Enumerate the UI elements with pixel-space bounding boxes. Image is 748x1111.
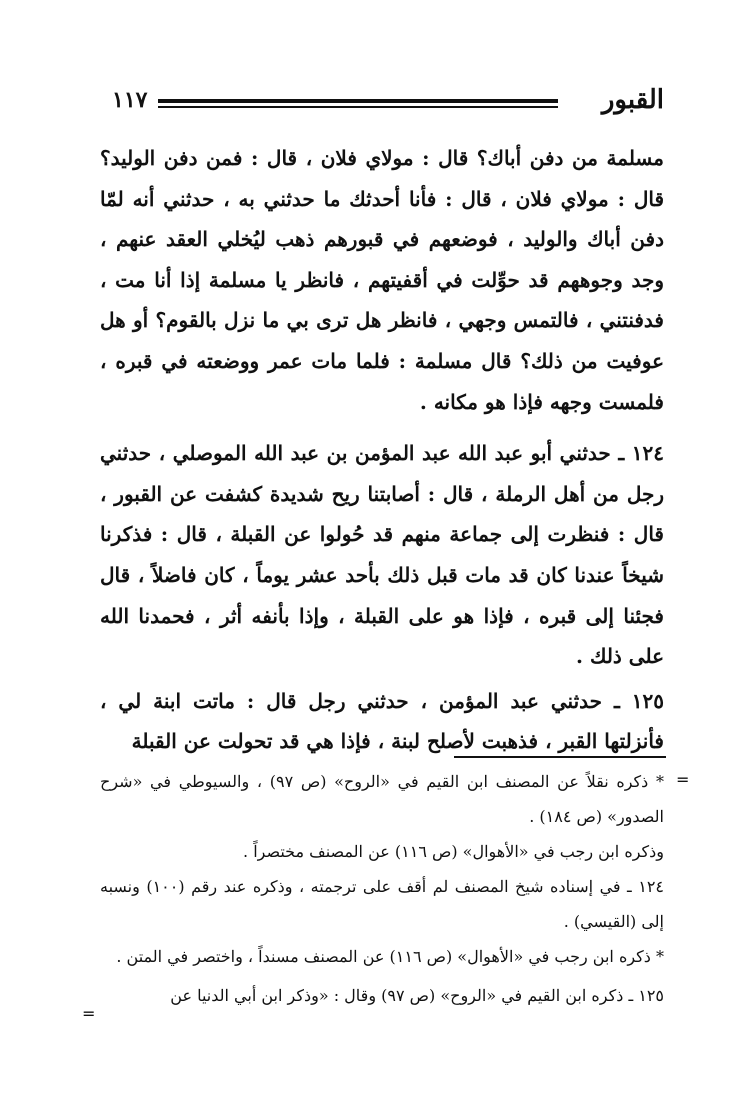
- footnote-item: * ذكره ابن رجب في «الأهوال» (ص ١١٦) عن المصنف مسنداً ، واختصر في المتن .: [116, 947, 664, 966]
- footnotes: [100, 764, 664, 1013]
- running-title: القبور: [601, 85, 664, 115]
- paragraph-123-continued: مسلمة من دفن أباك؟ قال : مولاي فلان ، قال : فمن دفن الوليد؟ قال : مولاي فلان ، قال : فأنا أحدثك ما حدثني به ، حدثني أنه لمّا دفن أباك والوليد ، فوضعهم في قبورهم ذهب ليُخلي العقد عنهم ، وجد وجوههم قد حوِّلت في أقفيتهم ، فانظر يا مسلمة إذا أنا مت ، فدفنتني ، فالتمس وجهي ، فانظر هل ترى بي ما نزل بالقوم؟ أو هل عوفيت من ذلك؟ قال مسلمة : فلما مات عمر ووضعته في قبره ، فلمست وجهه فإذا هو مكانه .: [100, 146, 664, 414]
- footnote-item: * ذكره نقلاً عن المصنف ابن القيم في «الروح» (ص ٩٧) ، والسيوطي في «شرح الصدور» (ص ١٨٤) .: [100, 772, 664, 826]
- page-header: [112, 80, 664, 120]
- main-text: [100, 138, 664, 762]
- page-number: ١١٧: [112, 87, 148, 113]
- footnote-item: ١٢٤ ـ في إسناده شيخ المصنف لم أقف على ترجمته ، وذكره عند رقم (١٠٠) ونسبه إلى (القيسي) .: [100, 877, 665, 931]
- header-rule-thin: [158, 106, 558, 108]
- continuation-mark-top: =: [676, 770, 690, 789]
- paragraph-125: ١٢٥ ـ حدثني عبد المؤمن ، حدثني رجل قال : ماتت ابنة لي ، فأنزلتها القبر ، فذهبت لأصلح لبنة ، فإذا هي قد تحولت عن القبلة: [100, 688, 664, 754]
- footnote-separator: [454, 756, 666, 758]
- footnote-item: وذكره ابن رجب في «الأهوال» (ص ١١٦) عن المصنف مختصراً .: [243, 842, 664, 861]
- continuation-mark-bottom: =: [82, 1004, 96, 1023]
- footnote-item: ١٢٥ ـ ذكره ابن القيم في «الروح» (ص ٩٧) وقال : «وذكر ابن أبي الدنيا عن: [170, 986, 664, 1005]
- paragraph-124: ١٢٤ ـ حدثني أبو عبد الله عبد المؤمن بن عبد الله الموصلي ، حدثني رجل من أهل الرملة ، قال : أصابتنا ريح شديدة كشفت عن القبور ، قال : فنظرت إلى جماعة منهم قد حُولوا عن القبلة ، قال : فذكرنا شيخاً عندنا كان قد مات قبل ذلك بأحد عشر يوماً ، كان فاضلاً ، قال فجئنا إلى قبره ، فإذا هو على القبلة ، وإذا بأنفه أثر ، فحمدنا الله على ذلك .: [100, 441, 664, 669]
- header-rule: [158, 99, 558, 103]
